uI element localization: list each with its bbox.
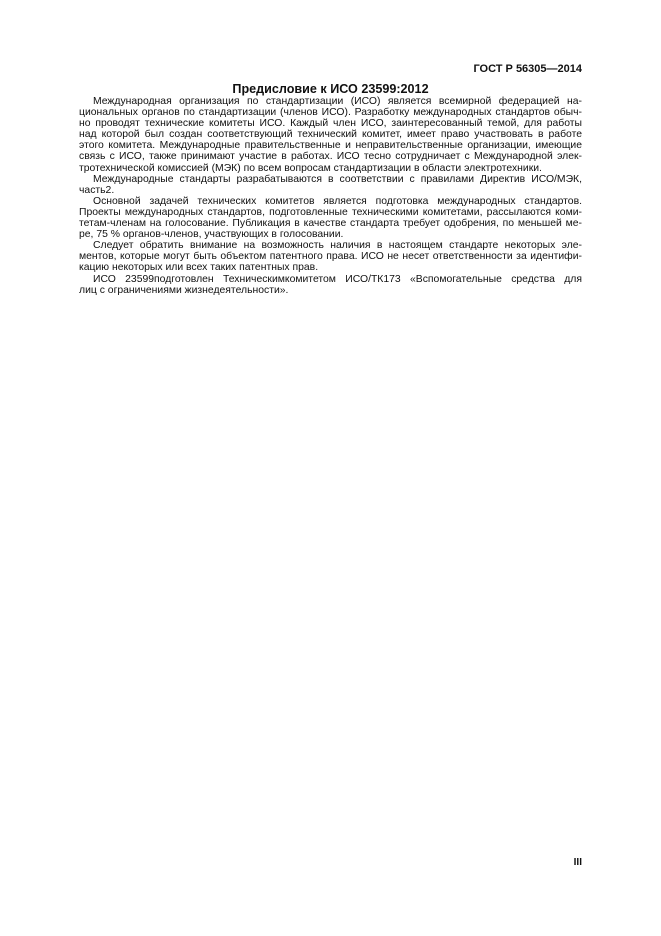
paragraph-line: Основной задачей технических комитетов является подготовка международных стандартов. (93, 195, 582, 207)
document-header-id: ГОСТ Р 56305—2014 (473, 63, 582, 75)
paragraph-line: ре, 75 % органов-членов, участвующих в голосовании. (79, 229, 344, 241)
paragraph-line: этого комитета. Международные правительственные и неправительственные организации, имеющие (79, 140, 582, 152)
paragraph (79, 196, 582, 240)
paragraph-line: Международная организация по стандартизации (ИСО) является всемирной федерацией на- (93, 96, 582, 107)
paragraph-line: Международные стандарты разрабатываются в соответствии с правилами Директив ИСО/МЭК, (93, 173, 582, 185)
paragraph-line: над которой был создан соответствующий технический комитет, имеет право участвовать в работе (79, 129, 582, 141)
paragraph-line: лиц с ограничениями жизнедеятельности». (79, 284, 289, 296)
paragraph-line: кацию некоторых или всех таких патентных прав. (79, 262, 319, 274)
section-title: Предисловие к ИСО 23599:2012 (232, 82, 429, 96)
paragraph (79, 96, 582, 174)
paragraph-line: ментов, которые могут быть объектом патентного права. ИСО не несет ответственности за идентифи- (79, 251, 582, 263)
page-number: III (573, 857, 582, 868)
paragraph-line: циональных органов по стандартизации (членов ИСО). Разработку международных стандартов обыч- (79, 107, 582, 119)
paragraph-line: Проекты международных стандартов, подготовленные техническими комитетами, рассылаются коми- (79, 206, 582, 218)
paragraph (79, 174, 582, 196)
paragraph-line: тротехнической комиссией (МЭК) по всем вопросам стандартизации в области электротехники. (79, 162, 542, 174)
paragraph (79, 274, 582, 296)
paragraph (79, 240, 582, 273)
paragraph-line: но проводят технические комитеты ИСО. Каждый член ИСО, заинтересованный темой, для работы (79, 118, 582, 130)
paragraph-line: Следует обратить внимание на возможность наличия в настоящем стандарте некоторых эле- (93, 240, 582, 252)
document-body (79, 96, 582, 296)
paragraph-line: связь с ИСО, также принимают участие в работах. ИСО тесно сотрудничает с Международной элек- (79, 151, 582, 163)
paragraph-line: ИСО 23599подготовлен Техническимкомитетом ИСО/ТК173 «Вспомогательные средства для (93, 273, 582, 285)
paragraph-line: часть2. (79, 184, 115, 196)
paragraph-line: тетам-членам на голосование. Публикация в качестве стандарта требует одобрения, по меньшей ме- (79, 218, 582, 230)
